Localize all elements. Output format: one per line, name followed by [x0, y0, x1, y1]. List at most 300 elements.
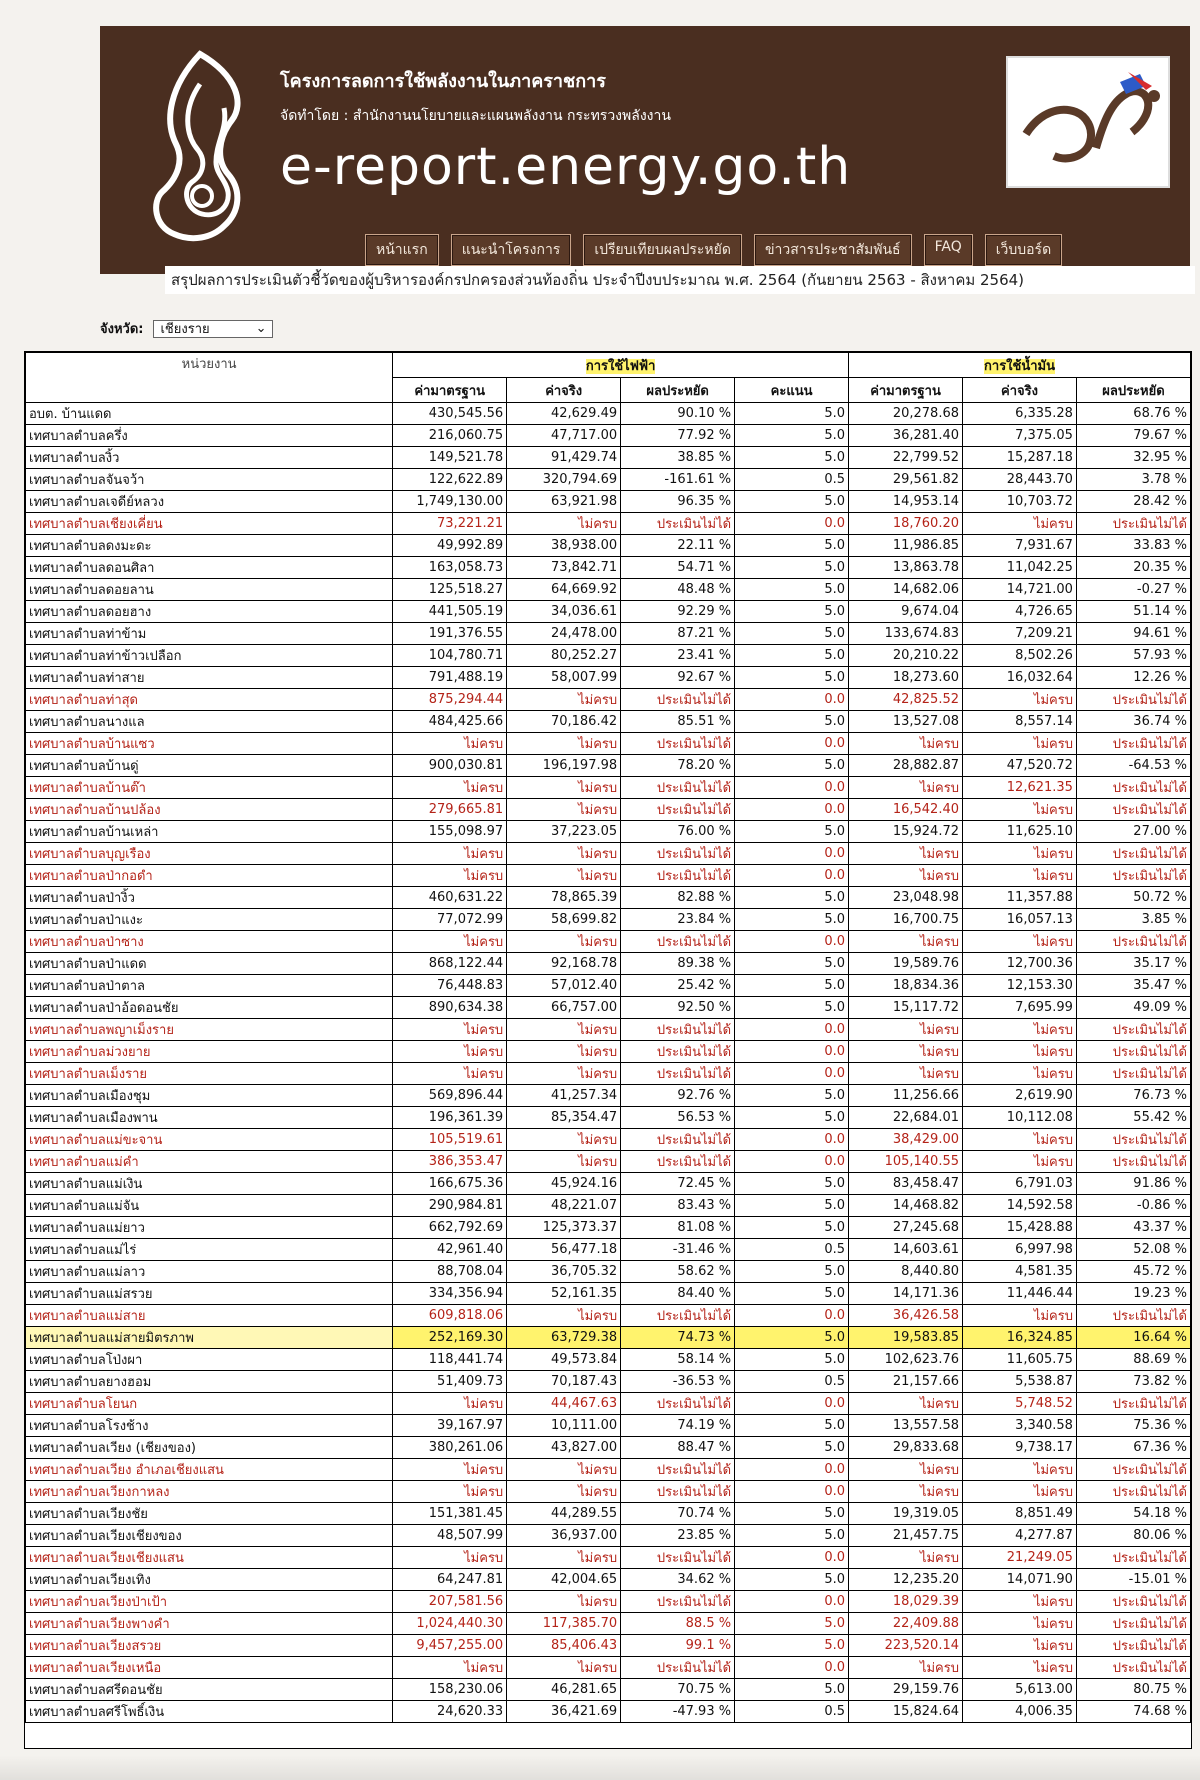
table-cell: 14,953.14	[849, 491, 963, 513]
unit-name-cell: เทศบาลตำบลเวียงเทิง	[26, 1569, 393, 1591]
table-cell: 7,375.05	[963, 425, 1077, 447]
table-cell: 196,197.98	[507, 755, 621, 777]
table-row	[26, 513, 1191, 535]
table-cell: 14,468.82	[849, 1195, 963, 1217]
table-cell: ประเมินไม่ได้	[1076, 865, 1190, 887]
table-cell: 14,603.61	[849, 1239, 963, 1261]
table-cell: 74.68 %	[1076, 1701, 1190, 1723]
table-cell: 5.0	[735, 1569, 849, 1591]
table-row	[26, 491, 1191, 513]
table-cell: 0.0	[735, 1547, 849, 1569]
table-cell: 15,117.72	[849, 997, 963, 1019]
table-cell: 12,700.36	[963, 953, 1077, 975]
unit-name-cell: เทศบาลตำบลป่าอ้อดอนชัย	[26, 997, 393, 1019]
table-cell: 42,825.52	[849, 689, 963, 711]
table-cell: 0.0	[735, 843, 849, 865]
table-cell: ไม่ครบ	[849, 1459, 963, 1481]
table-cell: 320,794.69	[507, 469, 621, 491]
table-cell: 79.67 %	[1076, 425, 1190, 447]
table-cell: ไม่ครบ	[963, 1481, 1077, 1503]
project-title: โครงการลดการใช้พลังงานในภาคราชการ	[280, 71, 606, 92]
table-cell: ไม่ครบ	[963, 513, 1077, 535]
unit-name-cell: เทศบาลตำบลเวียงชัย	[26, 1503, 393, 1525]
table-cell: 49,992.89	[393, 535, 507, 557]
table-cell: 36,705.32	[507, 1261, 621, 1283]
table-cell: 13,557.58	[849, 1415, 963, 1437]
table-cell: 0.5	[735, 1701, 849, 1723]
table-cell: 36,421.69	[507, 1701, 621, 1723]
table-cell: 3.78 %	[1076, 469, 1190, 491]
unit-name-cell: อบต. บ้านแดด	[26, 403, 393, 425]
table-row	[26, 733, 1191, 755]
table-cell: 36.74 %	[1076, 711, 1190, 733]
table-cell: 57,012.40	[507, 975, 621, 997]
table-cell: 279,665.81	[393, 799, 507, 821]
table-cell: 44,289.55	[507, 1503, 621, 1525]
table-row	[26, 931, 1191, 953]
unit-name-cell: เทศบาลตำบลเวียงเหนือ	[26, 1657, 393, 1679]
unit-name-cell: เทศบาลตำบลแม่เงิน	[26, 1173, 393, 1195]
summary-heading: สรุปผลการประเมินตัวชี้วัดของผู้บริหารองค์กรปกครองส่วนท้องถิ่น ประจำปีงบประมาณ พ.ศ. 2564 (กันยายน 2563 - สิงหาคม 2564)	[165, 266, 1195, 294]
table-cell: ประเมินไม่ได้	[1076, 843, 1190, 865]
table-cell: ไม่ครบ	[963, 865, 1077, 887]
table-cell: ไม่ครบ	[507, 1547, 621, 1569]
table-cell: ประเมินไม่ได้	[621, 1063, 735, 1085]
unit-name-cell: เทศบาลตำบลป่าแดด	[26, 953, 393, 975]
table-cell: 0.0	[735, 1657, 849, 1679]
table-row	[26, 1371, 1191, 1393]
table-cell: ไม่ครบ	[393, 777, 507, 799]
brand-logo-box	[1006, 56, 1170, 188]
table-row	[26, 1503, 1191, 1525]
site-title-block	[280, 66, 851, 197]
table-cell: 20.35 %	[1076, 557, 1190, 579]
unit-name-cell: เทศบาลตำบลศรีโพธิ์เงิน	[26, 1701, 393, 1723]
table-cell: 5.0	[735, 887, 849, 909]
table-cell: 57.93 %	[1076, 645, 1190, 667]
table-cell: 25.42 %	[621, 975, 735, 997]
table-cell: 0.0	[735, 1041, 849, 1063]
table-cell: 5.0	[735, 601, 849, 623]
table-cell: 10,703.72	[963, 491, 1077, 513]
table-cell: 77.92 %	[621, 425, 735, 447]
table-cell: 16,700.75	[849, 909, 963, 931]
table-cell: 49,573.84	[507, 1349, 621, 1371]
table-cell: 14,071.90	[963, 1569, 1077, 1591]
table-cell: 3.85 %	[1076, 909, 1190, 931]
table-cell: ไม่ครบ	[963, 689, 1077, 711]
table-cell: 29,561.82	[849, 469, 963, 491]
table-cell: 609,818.06	[393, 1305, 507, 1327]
table-cell: 18,273.60	[849, 667, 963, 689]
table-cell: 118,441.74	[393, 1349, 507, 1371]
table-cell: -161.61 %	[621, 469, 735, 491]
table-cell: 5,748.52	[963, 1393, 1077, 1415]
table-cell: 7,695.99	[963, 997, 1077, 1019]
table-cell: 84.40 %	[621, 1283, 735, 1305]
table-cell: 76.73 %	[1076, 1085, 1190, 1107]
table-row	[26, 909, 1191, 931]
table-cell: ประเมินไม่ได้	[1076, 1613, 1190, 1635]
table-cell: ไม่ครบ	[849, 1547, 963, 1569]
table-cell: ไม่ครบ	[393, 1481, 507, 1503]
table-cell: 0.0	[735, 1151, 849, 1173]
table-cell: -47.93 %	[621, 1701, 735, 1723]
table-cell: 76,448.83	[393, 975, 507, 997]
table-cell: 15,924.72	[849, 821, 963, 843]
unit-name-cell: เทศบาลตำบลดอยลาน	[26, 579, 393, 601]
electric-group-header	[393, 353, 849, 378]
table-cell: 73,221.21	[393, 513, 507, 535]
table-row	[26, 887, 1191, 909]
table-cell: 4,006.35	[963, 1701, 1077, 1723]
unit-name-cell: เทศบาลตำบลป่าแงะ	[26, 909, 393, 931]
table-cell: 51.14 %	[1076, 601, 1190, 623]
table-cell: 14,171.36	[849, 1283, 963, 1305]
table-cell: 791,488.19	[393, 667, 507, 689]
unit-name-cell: เทศบาลตำบลบ้านต๊า	[26, 777, 393, 799]
table-cell: 5.0	[735, 557, 849, 579]
table-cell: 11,042.25	[963, 557, 1077, 579]
table-cell: ไม่ครบ	[507, 1129, 621, 1151]
table-cell: 5.0	[735, 755, 849, 777]
table-row	[26, 1459, 1191, 1481]
table-row	[26, 469, 1191, 491]
table-cell: 11,986.85	[849, 535, 963, 557]
nav-home[interactable]: หน้าแรก	[365, 234, 439, 266]
table-cell: 21,249.05	[963, 1547, 1077, 1569]
table-cell: ไม่ครบ	[963, 1591, 1077, 1613]
table-cell: 54.18 %	[1076, 1503, 1190, 1525]
table-cell: ไม่ครบ	[963, 1019, 1077, 1041]
unit-name-cell: เทศบาลตำบลแม่สายมิตรภาพ	[26, 1327, 393, 1349]
table-cell: 18,029.39	[849, 1591, 963, 1613]
table-cell: 42,961.40	[393, 1239, 507, 1261]
table-cell: 23.85 %	[621, 1525, 735, 1547]
table-cell: ประเมินไม่ได้	[1076, 733, 1190, 755]
table-cell: 5.0	[735, 711, 849, 733]
table-cell: 23.84 %	[621, 909, 735, 931]
table-cell: ไม่ครบ	[849, 1481, 963, 1503]
table-cell: ประเมินไม่ได้	[1076, 1547, 1190, 1569]
table-cell: 56.53 %	[621, 1107, 735, 1129]
table-row	[26, 1151, 1191, 1173]
table-cell: ประเมินไม่ได้	[1076, 1393, 1190, 1415]
table-cell: 223,520.14	[849, 1635, 963, 1657]
unit-name-cell: เทศบาลตำบลนางแล	[26, 711, 393, 733]
table-cell: 23,048.98	[849, 887, 963, 909]
table-cell: ไม่ครบ	[393, 733, 507, 755]
table-cell: 58.62 %	[621, 1261, 735, 1283]
table-cell: ประเมินไม่ได้	[621, 1151, 735, 1173]
unit-name-cell: เทศบาลตำบลดอยฮาง	[26, 601, 393, 623]
table-cell: ไม่ครบ	[849, 1019, 963, 1041]
table-cell: ประเมินไม่ได้	[621, 689, 735, 711]
table-cell: ไม่ครบ	[507, 1481, 621, 1503]
table-cell: 11,446.44	[963, 1283, 1077, 1305]
table-cell: ประเมินไม่ได้	[1076, 1591, 1190, 1613]
unit-name-cell: เทศบาลตำบลเวียงกาหลง	[26, 1481, 393, 1503]
table-row	[26, 579, 1191, 601]
unit-name-cell: เทศบาลตำบลโป่งผา	[26, 1349, 393, 1371]
table-cell: 56,477.18	[507, 1239, 621, 1261]
table-cell: 19,319.05	[849, 1503, 963, 1525]
table-cell: 5.0	[735, 1085, 849, 1107]
table-row	[26, 1525, 1191, 1547]
table-cell: ไม่ครบ	[507, 1041, 621, 1063]
table-row	[26, 1129, 1191, 1151]
table-cell: 94.61 %	[1076, 623, 1190, 645]
table-cell: 11,256.66	[849, 1085, 963, 1107]
table-cell: ไม่ครบ	[963, 1041, 1077, 1063]
table-cell: 54.71 %	[621, 557, 735, 579]
site-header	[100, 26, 1190, 274]
table-cell: 0.0	[735, 689, 849, 711]
table-row	[26, 975, 1191, 997]
table-cell: 72.45 %	[621, 1173, 735, 1195]
table-cell: 5.0	[735, 425, 849, 447]
table-cell: 22,409.88	[849, 1613, 963, 1635]
table-cell: 0.5	[735, 1371, 849, 1393]
table-cell: 36,937.00	[507, 1525, 621, 1547]
table-cell: 16,542.40	[849, 799, 963, 821]
oil-saving-header: ผลประหยัด	[1076, 378, 1190, 403]
electric-score-header: คะแนน	[735, 378, 849, 403]
table-cell: 96.35 %	[621, 491, 735, 513]
table-row	[26, 1437, 1191, 1459]
nav-compare-savings[interactable]: เปรียบเทียบผลประหยัด	[583, 234, 742, 266]
oil-actual-header: ค่าจริง	[963, 378, 1077, 403]
table-row	[26, 1393, 1191, 1415]
table-cell: 88.5 %	[621, 1613, 735, 1635]
table-cell: ไม่ครบ	[393, 1393, 507, 1415]
table-cell: 5.0	[735, 1525, 849, 1547]
unit-name-cell: เทศบาลตำบลแม่ลาว	[26, 1261, 393, 1283]
table-row	[26, 1415, 1191, 1437]
table-cell: ประเมินไม่ได้	[621, 733, 735, 755]
table-cell: ประเมินไม่ได้	[1076, 799, 1190, 821]
table-cell: 85,354.47	[507, 1107, 621, 1129]
unit-name-cell: เทศบาลตำบลเวียงพางคำ	[26, 1613, 393, 1635]
table-row	[26, 1679, 1191, 1701]
table-cell: 105,140.55	[849, 1151, 963, 1173]
table-cell: 216,060.75	[393, 425, 507, 447]
table-cell: 74.73 %	[621, 1327, 735, 1349]
table-cell: 92.29 %	[621, 601, 735, 623]
table-cell: 22.11 %	[621, 535, 735, 557]
table-cell: ประเมินไม่ได้	[1076, 1063, 1190, 1085]
table-cell: 68.76 %	[1076, 403, 1190, 425]
energy-mascot-logo-icon	[1008, 58, 1168, 186]
table-cell: 99.1 %	[621, 1635, 735, 1657]
table-cell: 15,428.88	[963, 1217, 1077, 1239]
table-cell: -31.46 %	[621, 1239, 735, 1261]
table-row	[26, 1085, 1191, 1107]
table-cell: 83,458.47	[849, 1173, 963, 1195]
table-cell: ไม่ครบ	[393, 1019, 507, 1041]
table-row	[26, 1239, 1191, 1261]
table-cell: 5.0	[735, 1217, 849, 1239]
table-cell: ไม่ครบ	[849, 1393, 963, 1415]
table-cell: 5.0	[735, 579, 849, 601]
table-row	[26, 1613, 1191, 1635]
table-cell: 2,619.90	[963, 1085, 1077, 1107]
table-cell: 196,361.39	[393, 1107, 507, 1129]
table-cell: 166,675.36	[393, 1173, 507, 1195]
table-cell: 149,521.78	[393, 447, 507, 469]
nav-webboard[interactable]: เว็บบอร์ด	[985, 234, 1062, 266]
table-cell: 70,187.43	[507, 1371, 621, 1393]
table-cell: ไม่ครบ	[849, 1041, 963, 1063]
table-cell: ประเมินไม่ได้	[1076, 1305, 1190, 1327]
table-cell: ประเมินไม่ได้	[1076, 1459, 1190, 1481]
table-cell: 33.83 %	[1076, 535, 1190, 557]
table-cell: 0.0	[735, 1459, 849, 1481]
table-row	[26, 1019, 1191, 1041]
unit-name-cell: เทศบาลตำบลเวียงสรวย	[26, 1635, 393, 1657]
unit-name-cell: เทศบาลตำบลเม็งราย	[26, 1063, 393, 1085]
table-cell: ไม่ครบ	[963, 931, 1077, 953]
table-cell: 22,799.52	[849, 447, 963, 469]
table-cell: 48,221.07	[507, 1195, 621, 1217]
results-table	[25, 352, 1191, 1723]
table-cell: ประเมินไม่ได้	[1076, 931, 1190, 953]
nav-about-project[interactable]: แนะนำโครงการ	[451, 234, 572, 266]
table-cell: ไม่ครบ	[393, 1547, 507, 1569]
table-row	[26, 821, 1191, 843]
nav-news[interactable]: ข่าวสารประชาสัมพันธ์	[754, 234, 912, 266]
organizer-text: จัดทำโดย : สำนักงานนโยบายและแผนพลังงาน กระทรวงพลังงาน	[280, 108, 671, 124]
main-nav	[365, 234, 1062, 266]
table-cell: 19,583.85	[849, 1327, 963, 1349]
nav-faq[interactable]: FAQ	[924, 234, 973, 266]
table-row	[26, 557, 1191, 579]
unit-name-cell: เทศบาลตำบลบ้านดู่	[26, 755, 393, 777]
table-cell: 70.74 %	[621, 1503, 735, 1525]
table-row	[26, 1701, 1191, 1723]
table-cell: ประเมินไม่ได้	[621, 1041, 735, 1063]
table-cell: 52,161.35	[507, 1283, 621, 1305]
table-cell: ไม่ครบ	[507, 931, 621, 953]
table-cell: 6,791.03	[963, 1173, 1077, 1195]
unit-name-cell: เทศบาลตำบลเมืองชุม	[26, 1085, 393, 1107]
unit-name-cell: เทศบาลตำบลเมืองพาน	[26, 1107, 393, 1129]
table-cell: 104,780.71	[393, 645, 507, 667]
table-cell: 48.48 %	[621, 579, 735, 601]
table-cell: -36.53 %	[621, 1371, 735, 1393]
table-row	[26, 843, 1191, 865]
table-cell: ไม่ครบ	[393, 843, 507, 865]
table-row	[26, 535, 1191, 557]
table-cell: 0.0	[735, 1305, 849, 1327]
table-cell: 42,004.65	[507, 1569, 621, 1591]
table-cell: 20,278.68	[849, 403, 963, 425]
table-cell: 5.0	[735, 1349, 849, 1371]
table-cell: 24,478.00	[507, 623, 621, 645]
table-row	[26, 1305, 1191, 1327]
table-cell: 22,684.01	[849, 1107, 963, 1129]
table-cell: 49.09 %	[1076, 997, 1190, 1019]
table-cell: ไม่ครบ	[849, 733, 963, 755]
unit-name-cell: เทศบาลตำบลครึ่ง	[26, 425, 393, 447]
table-row	[26, 865, 1191, 887]
table-cell: 47,717.00	[507, 425, 621, 447]
results-table-body	[26, 403, 1191, 1723]
table-cell: 58,699.82	[507, 909, 621, 931]
table-cell: 38,429.00	[849, 1129, 963, 1151]
unit-name-cell: เทศบาลตำบลแม่ขะจาน	[26, 1129, 393, 1151]
table-cell: 158,230.06	[393, 1679, 507, 1701]
table-cell: 92,168.78	[507, 953, 621, 975]
table-cell: 5.0	[735, 667, 849, 689]
table-cell: 58,007.99	[507, 667, 621, 689]
table-cell: 0.5	[735, 1239, 849, 1261]
table-cell: 5.0	[735, 1635, 849, 1657]
table-cell: 70.75 %	[621, 1679, 735, 1701]
unit-name-cell: เทศบาลตำบลบ้านแซว	[26, 733, 393, 755]
table-cell: 47,520.72	[963, 755, 1077, 777]
table-cell: ประเมินไม่ได้	[621, 931, 735, 953]
province-select[interactable]	[153, 320, 273, 338]
table-cell: 5,613.00	[963, 1679, 1077, 1701]
unit-name-cell: เทศบาลตำบลท่าข้าม	[26, 623, 393, 645]
table-cell: 52.08 %	[1076, 1239, 1190, 1261]
table-row	[26, 1591, 1191, 1613]
table-cell: 117,385.70	[507, 1613, 621, 1635]
table-cell: 21,457.75	[849, 1525, 963, 1547]
table-cell: 430,545.56	[393, 403, 507, 425]
table-cell: 43.37 %	[1076, 1217, 1190, 1239]
table-cell: 23.41 %	[621, 645, 735, 667]
table-cell: 18,834.36	[849, 975, 963, 997]
table-cell: 21,157.66	[849, 1371, 963, 1393]
table-row	[26, 623, 1191, 645]
table-cell: 4,581.35	[963, 1261, 1077, 1283]
table-cell: 39,167.97	[393, 1415, 507, 1437]
table-cell: ประเมินไม่ได้	[621, 1129, 735, 1151]
unit-name-cell: เทศบาลตำบลเวียงเชียงแสน	[26, 1547, 393, 1569]
table-cell: 36,281.40	[849, 425, 963, 447]
table-cell: ไม่ครบ	[507, 733, 621, 755]
table-row	[26, 997, 1191, 1019]
table-row	[26, 1063, 1191, 1085]
table-cell: 32.95 %	[1076, 447, 1190, 469]
table-cell: 5.0	[735, 1173, 849, 1195]
table-cell: ไม่ครบ	[963, 843, 1077, 865]
unit-name-cell: เทศบาลตำบลป่าตาล	[26, 975, 393, 997]
table-cell: 50.72 %	[1076, 887, 1190, 909]
table-row	[26, 1261, 1191, 1283]
table-cell: ไม่ครบ	[849, 1063, 963, 1085]
table-cell: 34,036.61	[507, 601, 621, 623]
table-cell: 81.08 %	[621, 1217, 735, 1239]
table-cell: 92.50 %	[621, 997, 735, 1019]
unit-name-cell: เทศบาลตำบลท่าข้าวเปลือก	[26, 645, 393, 667]
table-cell: 10,112.08	[963, 1107, 1077, 1129]
table-cell: 88.47 %	[621, 1437, 735, 1459]
table-row	[26, 645, 1191, 667]
table-cell: 5.0	[735, 953, 849, 975]
table-cell: 12.26 %	[1076, 667, 1190, 689]
table-cell: 662,792.69	[393, 1217, 507, 1239]
table-cell: 63,729.38	[507, 1327, 621, 1349]
electric-standard-header: ค่ามาตรฐาน	[393, 378, 507, 403]
table-cell: 569,896.44	[393, 1085, 507, 1107]
energy-flame-logo-icon	[140, 46, 260, 246]
oil-group-label: การใช้น้ำมัน	[984, 358, 1055, 374]
table-cell: 13,863.78	[849, 557, 963, 579]
table-cell: 0.0	[735, 1393, 849, 1415]
